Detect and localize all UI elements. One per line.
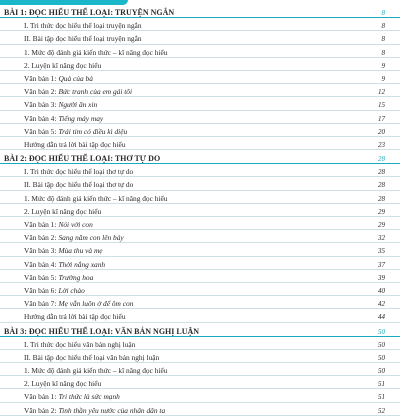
- toc-entry-prefix: Văn bản 4:: [24, 113, 57, 123]
- toc-entry-title: Lời chào: [58, 285, 85, 295]
- toc-entry-title: Tinh thần yêu nước của nhân dân ta: [58, 405, 166, 415]
- toc-entry-prefix: Văn bản 5:: [24, 272, 57, 282]
- toc-entry: [0, 403, 400, 416]
- toc-entry-label: [24, 363, 167, 375]
- toc-entry-label: [24, 124, 127, 136]
- toc-entry: [0, 31, 400, 44]
- toc-page-number: 8: [381, 9, 385, 17]
- toc-entry-prefix: 2. Luyện kĩ năng đọc hiểu: [24, 206, 102, 216]
- toc-entry-prefix: Văn bản 7:: [24, 299, 57, 309]
- toc-entry-prefix: Hướng dẫn trả lời bài tập đọc hiểu: [24, 139, 126, 149]
- toc-entry-label: [24, 31, 142, 43]
- toc-entry-label: [24, 270, 93, 282]
- toc-entry-label: [24, 350, 159, 362]
- toc-section-heading: [0, 5, 400, 18]
- toc-page-number: 52: [378, 406, 385, 415]
- toc-entry: [0, 191, 400, 204]
- toc-entry-label: [4, 151, 160, 163]
- toc-entry-label: [24, 111, 103, 123]
- toc-page-number: 23: [378, 140, 385, 149]
- toc-entry: [0, 309, 400, 322]
- toc-entry-prefix: Văn bản 2:: [24, 405, 57, 415]
- toc-entry-prefix: Văn bản 1:: [24, 220, 57, 229]
- toc-entry-label: [4, 5, 174, 17]
- toc-entry-prefix: Hướng dẫn trả lời bài tập đọc hiểu: [24, 312, 126, 322]
- toc-entry-label: [24, 137, 126, 149]
- toc-entry-title: Tri thức là sức mạnh: [58, 392, 120, 402]
- toc-page-number: 50: [378, 340, 385, 349]
- toc-page-number: 29: [378, 221, 385, 229]
- toc-entry: [0, 243, 400, 256]
- toc-page-number: 17: [378, 114, 385, 123]
- toc-entry: [0, 230, 400, 243]
- toc-page-number: 50: [378, 367, 385, 376]
- toc-entry: [0, 84, 400, 97]
- toc-entry: [0, 124, 400, 137]
- toc-entry-prefix: 1. Mức độ đánh giá kiến thức – kĩ năng đọc hiểu: [24, 193, 168, 203]
- toc-entry-label: [24, 403, 165, 415]
- toc-entry: [0, 137, 400, 150]
- toc-entry-title: Mẹ vẫn luôn ở để ôm con: [58, 299, 134, 309]
- toc-page-number: 42: [378, 300, 385, 309]
- toc-entry-label: [24, 71, 93, 83]
- toc-section-heading: [0, 151, 400, 164]
- toc-entry-title: Nói với con: [58, 220, 93, 229]
- toc-entry-prefix: 1. Mức độ đánh giá kiến thức – kĩ năng đọc hiểu: [24, 366, 168, 376]
- table-of-contents: [0, 4, 400, 416]
- toc-entry-prefix: Văn bản 3:: [24, 246, 57, 256]
- toc-entry: [0, 376, 400, 389]
- toc-entry-label: [24, 337, 135, 349]
- toc-entry-prefix: 1. Mức độ đánh giá kiến thức – kĩ năng đọc hiểu: [24, 47, 168, 57]
- toc-entry-title: Trường hoa: [58, 272, 94, 282]
- toc-page-number: 37: [378, 260, 385, 269]
- toc-entry: [0, 18, 400, 31]
- toc-entry: [0, 337, 400, 350]
- toc-entry: [0, 97, 400, 110]
- toc-entry-prefix: Văn bản 5:: [24, 126, 57, 136]
- toc-entry-title: Tiếng máy may: [58, 113, 104, 123]
- toc-entry-title: Thời nắng xanh: [58, 259, 106, 269]
- toc-entry-prefix: Văn bản 4:: [24, 259, 57, 269]
- toc-page-number: 35: [378, 247, 385, 256]
- toc-entry-prefix: Văn bản 1:: [24, 73, 57, 83]
- toc-page-number: 8: [381, 35, 385, 44]
- toc-entry-title: Sang năm con lên bảy: [58, 233, 124, 243]
- toc-entry: [0, 45, 400, 58]
- toc-page-number: 28: [378, 194, 385, 203]
- toc-entry-label: [24, 177, 133, 189]
- toc-entry: [0, 363, 400, 376]
- toc-page-number: 44: [378, 313, 385, 322]
- toc-entry-prefix: Văn bản 2:: [24, 233, 57, 243]
- toc-entry-label: [24, 164, 133, 176]
- toc-page-number: 28: [378, 181, 385, 190]
- toc-entry-title: Mùa thu và mẹ: [58, 246, 103, 256]
- toc-entry-prefix: BÀI 2: ĐỌC HIỂU THỂ LOẠI: THƠ TỰ DO: [4, 154, 161, 164]
- toc-entry: [0, 217, 400, 230]
- toc-entry-prefix: I. Tri thức đọc hiểu thể loại truyện ngắn: [24, 21, 142, 31]
- toc-entry: [0, 58, 400, 71]
- toc-entry-prefix: Văn bản 6:: [24, 285, 57, 295]
- toc-page-number: 9: [381, 74, 385, 83]
- toc-entry: [0, 177, 400, 190]
- toc-entry-label: [24, 296, 133, 308]
- toc-entry-prefix: BÀI 1: ĐỌC HIỂU THỂ LOẠI: TRUYỆN NGẮN: [4, 8, 175, 17]
- toc-entry: [0, 270, 400, 283]
- toc-entry-label: [24, 217, 93, 229]
- toc-entry-label: [24, 58, 101, 70]
- toc-entry-prefix: Văn bản 2:: [24, 87, 57, 97]
- toc-page-number: 15: [378, 101, 385, 110]
- toc-page-number: 12: [378, 88, 385, 97]
- toc-page-number: 32: [378, 234, 385, 243]
- toc-entry-label: [24, 283, 85, 295]
- toc-entry: [0, 350, 400, 363]
- toc-entry-label: [4, 324, 199, 336]
- toc-entry-label: [24, 191, 167, 203]
- toc-page-number: 51: [378, 393, 385, 402]
- toc-entry-label: [24, 309, 126, 321]
- toc-entry-prefix: 2. Luyện kĩ năng đọc hiểu: [24, 60, 102, 70]
- toc-entry-label: [24, 84, 132, 96]
- toc-entry-prefix: II. Bài tập đọc hiểu thể loại truyện ngắn: [24, 34, 142, 44]
- toc-page-number: 8: [381, 48, 385, 57]
- toc-page-number: 50: [378, 327, 385, 336]
- toc-page-number: 39: [378, 273, 385, 282]
- toc-entry: [0, 71, 400, 84]
- toc-page-number: 29: [378, 207, 385, 216]
- toc-entry-label: [24, 45, 167, 57]
- toc-entry-title: Quà của bà: [58, 73, 93, 83]
- toc-entry-prefix: II. Bài tập đọc hiểu thể loại thơ tự do: [24, 180, 134, 190]
- toc-page-number: 28: [378, 168, 385, 177]
- toc-entry-prefix: Văn bản 3:: [24, 100, 57, 110]
- toc-entry-prefix: II. Bài tập đọc hiểu thể loại văn bản nghị luận: [24, 352, 160, 362]
- toc-entry: [0, 389, 400, 402]
- toc-entry-title: Người ăn xin: [58, 100, 98, 110]
- toc-entry-prefix: I. Tri thức đọc hiểu thể loại thơ tự do: [24, 167, 134, 177]
- toc-entry: [0, 296, 400, 309]
- toc-page-number: 8: [381, 22, 385, 31]
- toc-entry-label: [24, 257, 105, 269]
- toc-entry-prefix: I. Tri thức đọc hiểu văn bản nghị luận: [24, 339, 136, 349]
- toc-entry-title: Bức tranh của em gái tôi: [58, 87, 133, 97]
- toc-entry: [0, 283, 400, 296]
- toc-entry-label: [24, 204, 101, 216]
- toc-entry-prefix: 2. Luyện kĩ năng đọc hiểu: [24, 379, 102, 389]
- toc-entry-label: [24, 243, 103, 255]
- toc-page-number: 51: [378, 380, 385, 389]
- toc-page-number: 20: [378, 127, 385, 136]
- toc-entry-label: [24, 230, 124, 242]
- toc-entry: [0, 204, 400, 217]
- toc-entry-prefix: Văn bản 1:: [24, 392, 57, 402]
- toc-page-number: 28: [378, 155, 385, 164]
- toc-page-number: 9: [381, 61, 385, 70]
- toc-entry-label: [24, 376, 101, 388]
- toc-section-heading: [0, 324, 400, 337]
- toc-page-number: 40: [378, 286, 385, 295]
- toc-entry: [0, 164, 400, 177]
- toc-entry-label: [24, 18, 142, 30]
- toc-entry-prefix: BÀI 3: ĐỌC HIỂU THỂ LOẠI: VĂN BẢN NGHỊ LUẬN: [4, 326, 200, 336]
- toc-page-number: 50: [378, 353, 385, 362]
- toc-entry-title: Trái tim có điều kì diệu: [58, 126, 128, 136]
- toc-entry: [0, 257, 400, 270]
- toc-entry-label: [24, 97, 97, 109]
- toc-entry: [0, 111, 400, 124]
